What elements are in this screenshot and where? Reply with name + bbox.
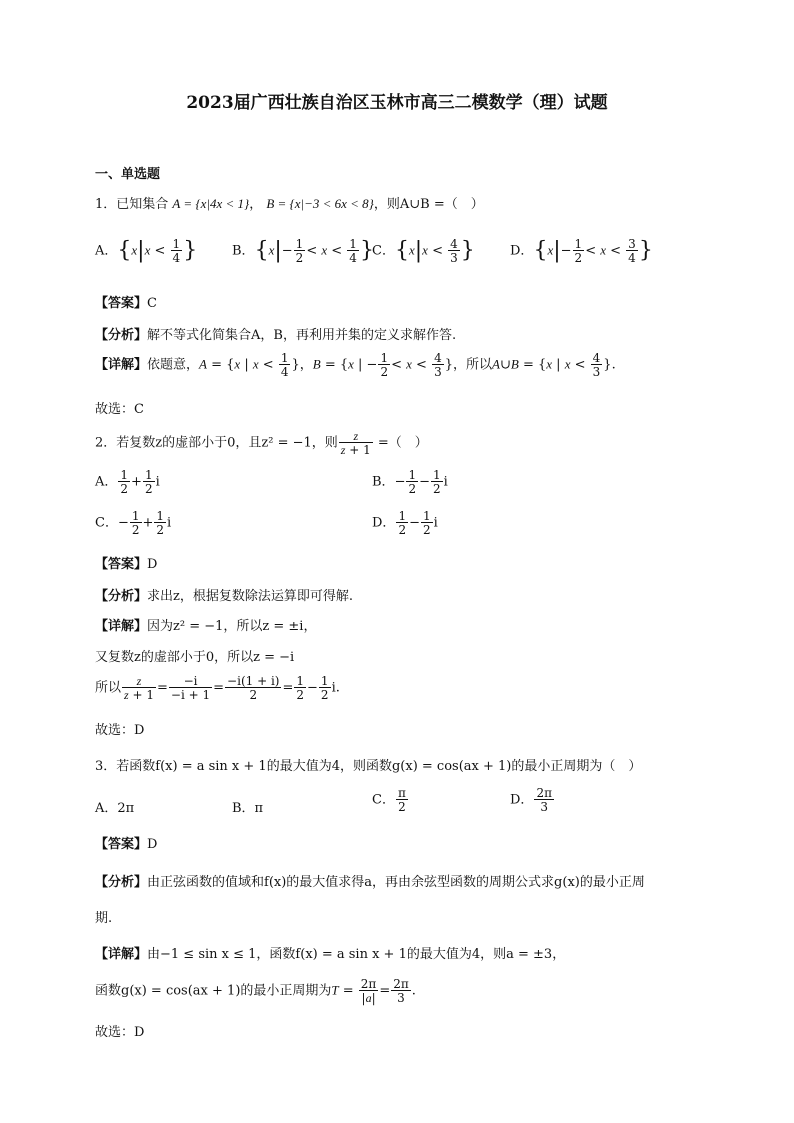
q2-option-d: D． $\frac{1}{2}$ − $\frac{1}{2}$ i: [372, 509, 438, 537]
q1-detail: 【详解】依题意，A = {x | x < $\frac{1}{4}$ }，B = {x | − $\frac{1}{2}$ < x < $\frac{4}{3}$ }，所以A∪B = {x | x < $\frac{4}{3}$ }.: [95, 351, 616, 379]
q2-choice: 故选：D: [95, 723, 145, 738]
q1-answer: 【答案】C: [95, 296, 157, 311]
q3-option-d: D． $\frac{2\pi}{3}$: [510, 786, 552, 814]
q1-option-b: B．{x|− $\frac{1}{2}$ < x < $\frac{1}{4}$ }: [232, 237, 374, 265]
q3-choice: 故选：D: [95, 1025, 145, 1040]
q2-detail-2: 又复数z的虚部小于0，所以z = −i: [95, 650, 295, 665]
question-3-stem: 3．若函数f(x) = a sin x + 1的最大值为4，则函数g(x) = cos(ax + 1)的最小正周期为（ ）: [95, 759, 642, 774]
q3-option-a: A．2π: [95, 801, 135, 816]
question-2-stem: 2．若复数z的虚部小于0，且z² = −1，则 $\frac{z}{z + 1}$ =（ ）: [95, 429, 428, 457]
q1-option-d: D．{x|− $\frac{1}{2}$ < x < $\frac{3}{4}$ }: [510, 237, 653, 265]
q1-option-c: C．{x|x < $\frac{4}{3}$ }: [372, 237, 475, 265]
q1-choice: 故选：C: [95, 402, 144, 417]
q2-option-b: B．− $\frac{1}{2}$ − $\frac{1}{2}$ i: [372, 468, 448, 496]
page-title: 2023届广西壮族自治区玉林市高三二模数学（理）试题: [186, 93, 608, 113]
q1-set-b: B = {x|−3 < 6x < 8}: [266, 196, 374, 211]
question-1-stem: 1．已知集合 A = {x|4x < 1}， B = {x|−3 < 6x < 8}，则A∪B =（ ）: [95, 196, 484, 212]
q1-analysis: 【分析】解不等式化简集合A，B，再利用并集的定义求解作答.: [95, 328, 457, 343]
q2-detail-3: 所以 $\frac{z}{z + 1}$ = $\frac{-i}{-i + 1}$ = $\frac{-i(1 + i)}{2}$ = $\frac{1}{2}$ − $\frac{1}{2}$ i.: [95, 674, 340, 702]
q3-detail-1: 【详解】由−1 ≤ sin x ≤ 1，函数f(x) = a sin x + 1的最大值为4，则a = ±3，: [95, 947, 566, 962]
q3-analysis-1: 【分析】由正弦函数的值域和f(x)的最大值求得a，再由余弦型函数的周期公式求g(x)的最小正周: [95, 875, 645, 890]
q3-option-c: C． $\frac{\pi}{2}$: [372, 786, 406, 814]
q2-analysis: 【分析】求出z，根据复数除法运算即可得解.: [95, 589, 353, 604]
q2-detail-1: 【详解】因为z² = −1，所以z = ±i，: [95, 619, 317, 634]
q3-detail-2: 函数g(x) = cos(ax + 1)的最小正周期为T = $\frac{2\pi}{|a|}$ = $\frac{2\pi}{3}$ .: [95, 977, 416, 1005]
q1-option-a: A．{x|x < $\frac{1}{4}$ }: [95, 237, 198, 265]
q3-option-b: B．π: [232, 801, 264, 816]
q3-analysis-2: 期.: [95, 911, 113, 926]
q1-set-a: A = {x|4x < 1}: [172, 196, 250, 211]
section-heading: 一、单选题: [95, 167, 161, 182]
q3-answer: 【答案】D: [95, 837, 158, 852]
q2-option-a: A． $\frac{1}{2}$ + $\frac{1}{2}$ i: [95, 468, 160, 496]
q2-option-c: C．− $\frac{1}{2}$ + $\frac{1}{2}$ i: [95, 509, 172, 537]
q2-answer: 【答案】D: [95, 557, 158, 572]
